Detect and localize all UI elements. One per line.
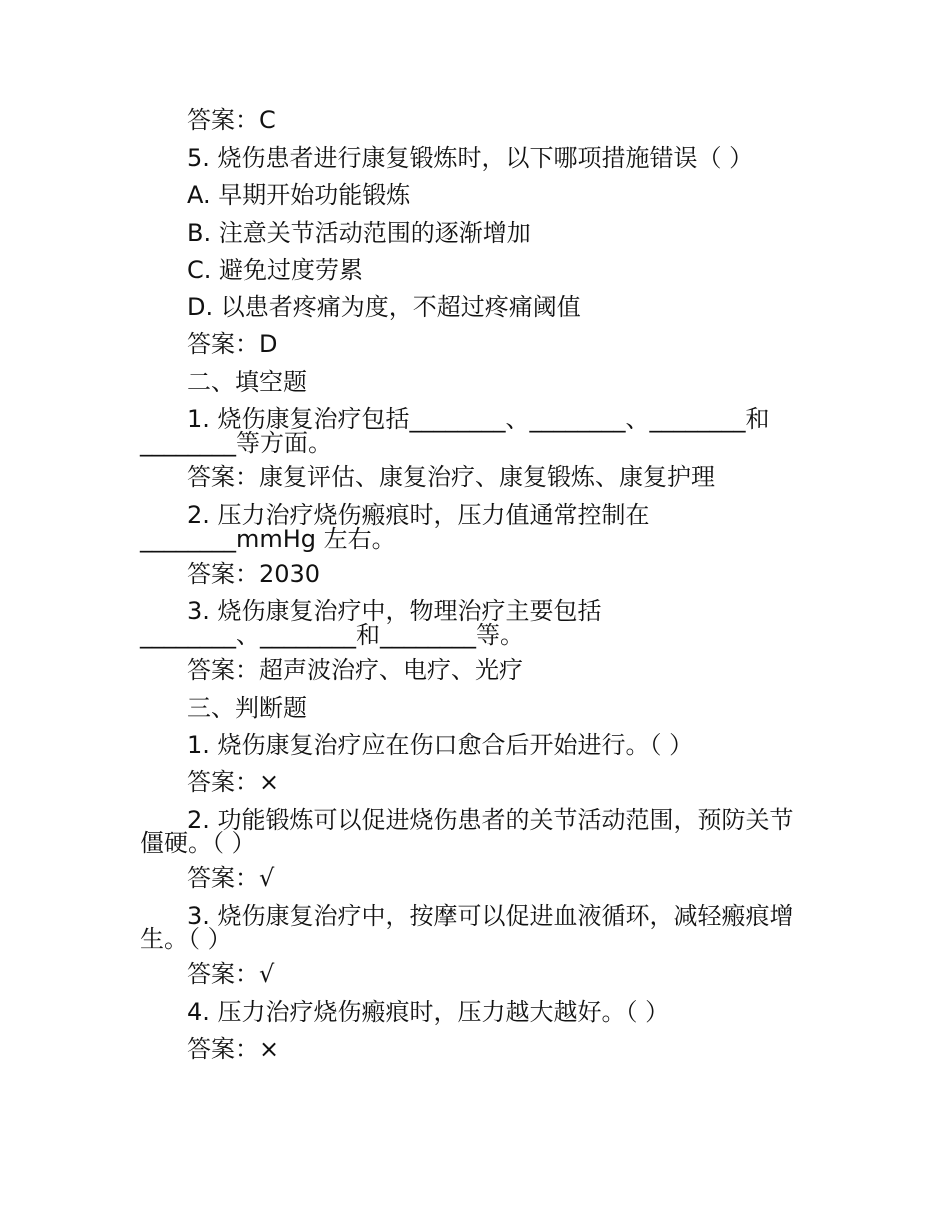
question-line: 1. 烧伤康复治疗包括________、________、________和: [187, 405, 770, 433]
question-line: 3. 烧伤康复治疗中，按摩可以促进血液循环，减轻瘢痕增: [187, 902, 794, 930]
answer-line: 答案：康复评估、康复治疗、康复锻炼、康复护理: [187, 463, 715, 491]
option-line: B. 注意关节活动范围的逐渐增加: [187, 219, 531, 247]
question-line-continued: 生。（ ）: [140, 925, 232, 953]
question-line-continued: ________mmHg 左右。: [140, 525, 396, 553]
answer-line: 答案：2030: [187, 560, 321, 588]
question-line-continued: ________、________和________等。: [140, 621, 524, 649]
answer-line: 答案：×: [187, 1035, 280, 1063]
question-line: 2. 压力治疗烧伤瘢痕时，压力值通常控制在: [187, 501, 650, 529]
answer-line: 答案：D: [187, 330, 278, 358]
answer-line: 答案：×: [187, 768, 280, 796]
option-line: D. 以患者疼痛为度，不超过疼痛阈值: [187, 293, 581, 321]
option-line: A. 早期开始功能锻炼: [187, 181, 411, 209]
question-line-continued: 僵硬。（ ）: [140, 829, 256, 857]
answer-line: 答案：超声波治疗、电疗、光疗: [187, 656, 523, 684]
section-heading: 三、判断题: [187, 694, 307, 722]
answer-line: 答案：√: [187, 960, 275, 988]
answer-line: 答案：C: [187, 106, 276, 134]
question-line: 2. 功能锻炼可以促进烧伤患者的关节活动范围，预防关节: [187, 806, 794, 834]
answer-line: 答案：√: [187, 864, 275, 892]
option-line: C. 避免过度劳累: [187, 256, 364, 284]
question-line: 3. 烧伤康复治疗中，物理治疗主要包括: [187, 597, 602, 625]
question-line: 1. 烧伤康复治疗应在伤口愈合后开始进行。（ ）: [187, 731, 694, 759]
question-line: 4. 压力治疗烧伤瘢痕时，压力越大越好。（ ）: [187, 998, 670, 1026]
question-line: 5. 烧伤患者进行康复锻炼时，以下哪项措施错误（ ）: [187, 144, 754, 172]
section-heading: 二、填空题: [187, 368, 307, 396]
question-line-continued: ________等方面。: [140, 429, 332, 457]
